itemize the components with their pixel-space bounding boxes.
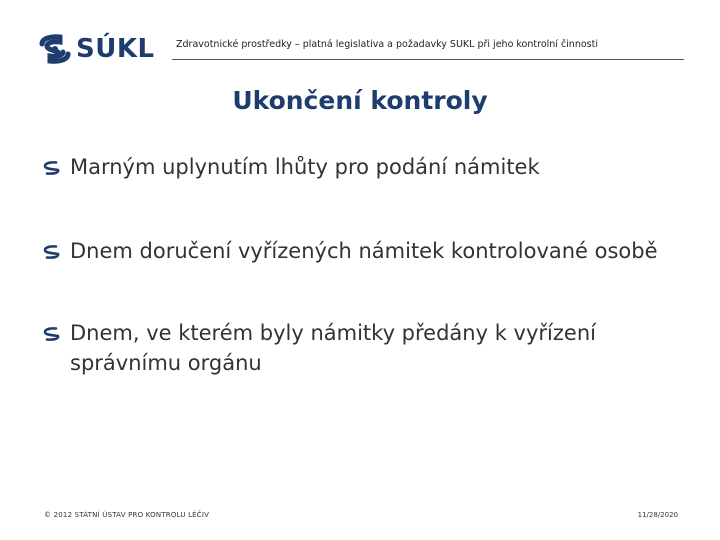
bullet-text: Marným uplynutím lhůty pro podání námitek — [70, 155, 540, 179]
bullet-item — [42, 236, 682, 266]
bullet-list — [42, 152, 682, 378]
footer-copyright: © 2012 STÁTNÍ ÚSTAV PRO KONTROLU LÉČIV — [44, 511, 210, 519]
sukl-bullet-icon — [42, 244, 62, 260]
header-text: Zdravotnické prostředky – platná legislativa a požadavky SÚKL při jeho kontrolní činnosti — [176, 39, 598, 50]
bullet-item — [42, 152, 682, 182]
sukl-bullet-icon — [42, 160, 62, 176]
header-divider — [172, 59, 684, 60]
bullet-item — [42, 318, 682, 378]
sukl-logo — [38, 34, 155, 64]
footer-date: 11/28/2020 — [637, 511, 678, 519]
sukl-logo-icon — [38, 34, 72, 64]
bullet-text: Dnem, ve kterém byly námitky předány k vyřízení správnímu orgánu — [70, 321, 596, 375]
sukl-bullet-icon — [42, 326, 62, 342]
bullet-text: Dnem doručení vyřízených námitek kontrolované osobě — [70, 239, 658, 263]
slide-title: Ukončení kontroly — [232, 86, 488, 115]
logo-text: SÚKL — [76, 34, 155, 64]
